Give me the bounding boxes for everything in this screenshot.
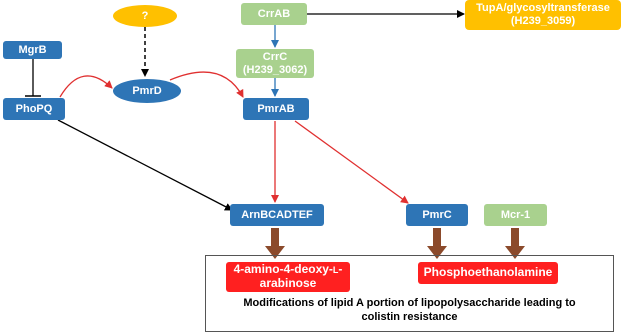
arnbcadtef-node [230,204,324,226]
unknown-regulator-label: ? [141,9,149,22]
crrab-label: CrrAB [257,7,291,20]
arrow-phopq-to-arnbcadtef [58,120,232,210]
phosphoethanolamine-node [418,262,558,284]
phopq-label: PhoPQ [15,102,53,115]
crrc-node [236,49,314,78]
caption-line1: Modifications of lipid A portion of lipopolysaccharide leading to [243,297,576,309]
mcr1-label: Mcr-1 [500,208,531,221]
mgrb-node [3,41,62,59]
pmrab-label: PmrAB [257,102,295,115]
arrow-pmrab-to-pmrc [295,121,408,203]
arabinose-label-line2: arabinose [259,276,317,290]
arabinose-label-part1: 4-amino-4-deoxy- [233,262,333,277]
arabinose-label-line1 [234,263,343,277]
pmrc-node [406,204,468,226]
arabinose-label-part2: - [338,262,343,277]
arrow-phopq-to-pmrd [60,76,112,97]
arnbcadtef-label: ArnBCADTEF [241,208,313,221]
pmrd-label: PmrD [132,84,162,97]
phosphoethanolamine-label: Phosphoethanolamine [423,265,553,280]
caption-line2: colistin resistance [361,310,458,323]
unknown-regulator-node [113,5,177,27]
caption [205,297,614,325]
arrow-pmrd-to-pmrab [170,72,243,97]
pmrab-node [243,98,309,120]
crrab-node [241,3,307,25]
pmrd-node [113,79,181,103]
pmrc-label: PmrC [422,208,452,221]
mgrb-label: MgrB [18,43,47,56]
arabinose-node [226,262,350,292]
arabinose-label-smallcap: L [332,265,339,276]
tupa-node [465,0,621,30]
mcr1-node [484,204,547,226]
tupa-label-line1: TupA/glycosyltransferase [476,2,610,15]
tupa-label-line2: (H239_3059) [510,15,576,27]
phopq-node [3,98,65,120]
crrc-label-line2: (H239_3062) [242,63,308,76]
crrc-label-line1: CrrC [262,50,288,63]
